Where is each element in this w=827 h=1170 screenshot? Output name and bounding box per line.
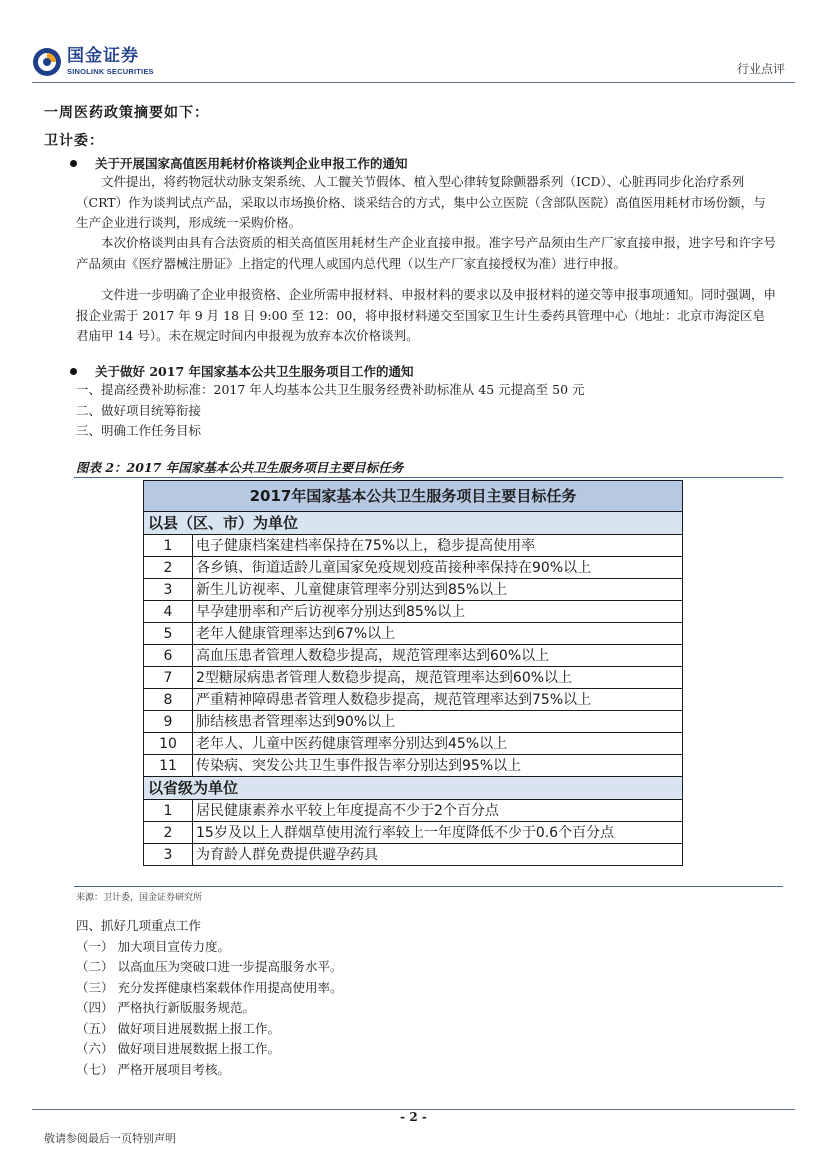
work-item: 四、抓好几项重点工作	[76, 918, 202, 933]
notice2-heading	[70, 362, 414, 380]
notice2-item: 三、明确工作任务目标	[76, 423, 202, 438]
row-text: 老年人、儿童中医药健康管理率分别达到45%以上	[193, 733, 683, 755]
row-text: 高血压患者管理人数稳步提高，规范管理率达到60%以上	[193, 645, 683, 667]
notice2-item: 一、提高经费补助标准：2017 年人均基本公共卫生服务经费补助标准从 45 元提高至 50 元	[76, 382, 585, 397]
group-row	[144, 512, 683, 535]
row-number: 8	[144, 689, 193, 711]
company-logo	[32, 47, 154, 77]
row-text: 各乡镇、街道适龄儿童国家免疫规划疫苗接种率保持在90%以上	[193, 557, 683, 579]
table-row	[144, 535, 683, 557]
row-number: 1	[144, 800, 193, 822]
notice1-para-3	[76, 285, 776, 347]
row-number: 4	[144, 601, 193, 623]
bullet-icon	[70, 160, 77, 167]
figure-source: 来源：卫计委，国金证券研究所	[76, 893, 203, 903]
row-text: 为育龄人群免费提供避孕药具	[193, 844, 683, 866]
page-number: - 2 -	[400, 1110, 427, 1124]
table-row	[144, 557, 683, 579]
table-row	[144, 711, 683, 733]
row-text: 15岁及以上人群烟草使用流行率较上一年度降低不少于0.6个百分点	[193, 822, 683, 844]
notice1-para-1	[76, 172, 776, 234]
row-number: 5	[144, 623, 193, 645]
notice1-para-2-text: 本次价格谈判由具有合法资质的相关高值医用耗材生产企业直接申报。准字号产品须由生产厂家直接申报，进字号和许字号产品须由《医疗器械注册证》上指定的代理人或国内总代理（以生产厂家直接授权为准）进行申报。	[76, 235, 777, 271]
row-text: 传染病、突发公共卫生事件报告率分别达到95%以上	[193, 755, 683, 777]
table-title-row	[144, 481, 683, 512]
notice2-title: 关于做好 2017 年国家基本公共卫生服务项目工作的通知	[95, 364, 414, 379]
table-row	[144, 844, 683, 866]
group-label-county: 以县（区、市）为单位	[144, 512, 683, 535]
table-row	[144, 667, 683, 689]
document-type: 行业点评	[736, 62, 785, 76]
table-row	[144, 755, 683, 777]
table-title: 2017年国家基本公共卫生服务项目主要目标任务	[144, 481, 683, 512]
row-text: 居民健康素养水平较上年度提高不少于2个百分点	[193, 800, 683, 822]
company-name-en: SINOLINK SECURITIES	[67, 67, 154, 77]
company-name-cn: 国金证券	[67, 46, 139, 67]
row-number: 6	[144, 645, 193, 667]
row-number: 1	[144, 535, 193, 557]
row-number: 3	[144, 579, 193, 601]
row-number: 2	[144, 557, 193, 579]
figure-top-rule	[74, 477, 783, 478]
footer-disclaimer: 敬请参阅最后一页特别声明	[44, 1132, 176, 1145]
row-number: 9	[144, 711, 193, 733]
notice1-para-1-text: 文件提出，将药物冠状动脉支架系统、人工髋关节假体、植入型心律转复除颤器系列（ICD）、心脏再同步化治疗系列（CRT）作为谈判试点产品，采取以市场换价格、谈采结合的方式，集中公立医院（含部队医院）高值医用耗材市场份额，与生产企业进行谈判，形成统一采购价格。	[76, 174, 766, 230]
work-items	[76, 916, 342, 1080]
work-item: （一） 加大项目宣传力度。	[76, 938, 230, 954]
section-title: 一周医药政策摘要如下：	[44, 105, 209, 121]
row-text: 早孕建册率和产后访视率分别达到85%以上	[193, 601, 683, 623]
work-item: （四） 严格执行新版服务规范。	[76, 1000, 255, 1015]
row-text: 老年人健康管理率达到67%以上	[193, 623, 683, 645]
targets-table	[143, 480, 683, 866]
row-text: 电子健康档案建档率保持在75%以上，稳步提高使用率	[193, 535, 683, 557]
row-text: 2型糖尿病患者管理人数稳步提高，规范管理率达到60%以上	[193, 667, 683, 689]
work-item: （六） 做好项目进展数据上报工作。	[76, 1041, 280, 1056]
row-text: 肺结核患者管理率达到90%以上	[193, 711, 683, 733]
notice2-item: 二、做好项目统筹衔接	[76, 402, 202, 418]
group-label-province: 以省级为单位	[144, 777, 683, 800]
work-item: （七） 严格开展项目考核。	[76, 1061, 230, 1077]
row-number: 3	[144, 844, 193, 866]
work-item: （三） 充分发挥健康档案载体作用提高使用率。	[76, 979, 343, 995]
table-row	[144, 623, 683, 645]
notice1-title: 关于开展国家高值医用耗材价格谈判企业申报工作的通知	[95, 156, 408, 171]
row-number: 10	[144, 733, 193, 755]
row-text: 新生儿访视率、儿童健康管理率分别达到85%以上	[193, 579, 683, 601]
header-divider	[32, 82, 795, 83]
row-number: 11	[144, 755, 193, 777]
figure-caption: 图表 2：2017 年国家基本公共卫生服务项目主要目标任务	[76, 460, 404, 475]
group-row	[144, 777, 683, 800]
work-item: （二） 以高血压为突破口进一步提高服务水平。	[76, 959, 343, 974]
notice1-para-3-text: 文件进一步明确了企业申报资格、企业所需申报材料、申报材料的要求以及申报材料的递交等申报事项通知。同时强调，申报企业需于 2017 年 9 月 18 日 9:00 至 12：00，将申报材料递交至国家卫生计生委药具管理中心（地址：北京市海淀区皂君庙甲 14 号）。未在规定时间内申报视为放弃本次价格谈判。	[76, 287, 777, 343]
notice1-para-2	[76, 233, 776, 274]
row-number: 7	[144, 667, 193, 689]
notice2-items	[76, 380, 585, 442]
row-number: 2	[144, 822, 193, 844]
table-row	[144, 733, 683, 755]
org-heading: 卫计委：	[44, 133, 104, 149]
notice1-heading	[70, 154, 408, 172]
table-row	[144, 800, 683, 822]
work-item: （五） 做好项目进展数据上报工作。	[76, 1020, 280, 1036]
table-row	[144, 645, 683, 667]
row-text: 严重精神障碍患者管理人数稳步提高，规范管理率达到75%以上	[193, 689, 683, 711]
table-row	[144, 579, 683, 601]
figure-bottom-rule	[74, 886, 783, 887]
table-row	[144, 689, 683, 711]
table-row	[144, 822, 683, 844]
sinolink-logo-icon	[32, 47, 62, 77]
table-row	[144, 601, 683, 623]
bullet-icon	[70, 368, 77, 375]
